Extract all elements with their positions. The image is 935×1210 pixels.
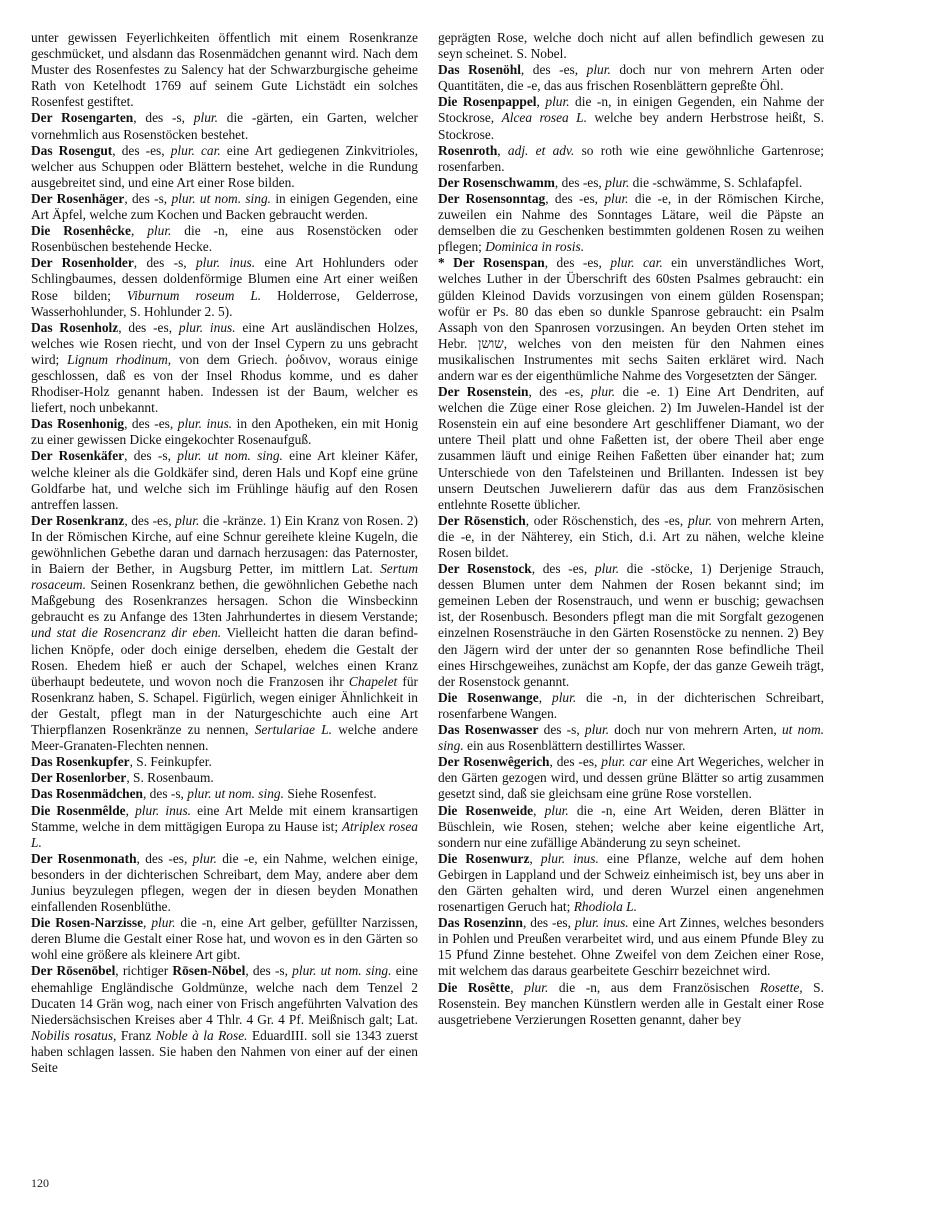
entry-text: EduardIII. soll sie 1343 zuerst haben schlagen lassen. Sie haben den Nahmen von einer auf der einen Seite — [31, 1027, 418, 1075]
italic-term: plur. car — [601, 754, 648, 770]
headword: Der Rosenschwamm — [438, 174, 555, 190]
dictionary-entry — [31, 754, 418, 770]
entry-text: , des -es, — [118, 319, 179, 335]
italic-term: Chapelet — [348, 673, 398, 689]
entry-text: , — [143, 915, 152, 931]
headword: Rosenroth — [438, 142, 498, 158]
entry-text: , — [510, 979, 525, 995]
headword: Der Rōsenōbel — [31, 963, 116, 979]
entry-text: Franz — [116, 1027, 156, 1043]
italic-term: plur. ut nom. sing. — [177, 448, 283, 464]
italic-term: Alcea rosea L. — [501, 110, 587, 126]
headword: * Der Rosenspan — [438, 255, 545, 271]
dictionary-entry — [31, 223, 418, 255]
dictionary-entry — [438, 915, 824, 979]
headword: Die Rosenweide — [438, 802, 534, 818]
dictionary-entry — [31, 786, 418, 802]
entry-text: eine Art Zinnes, welches besonders in Pohlen und Preußen verarbeitet wird, und aus einem Pfunde Bley zu 15 Pfund Zinne bestehet. Ohne Zweifel von dem Zeichen einer Rose, mit welchem das daraus gearbeitete Geschirr bezeichnet wird. — [438, 915, 825, 979]
entry-text: ein aus Rosenblättern destillirtes Wasser. — [463, 738, 686, 754]
italic-term: plur. inus. — [574, 915, 629, 931]
entry-text: , — [536, 94, 546, 110]
entry-text: , S. Rosenbaum. — [126, 770, 214, 786]
dictionary-entry — [31, 915, 418, 963]
dictionary-entry — [438, 255, 824, 384]
italic-term: Dominica in rosis. — [485, 239, 585, 255]
italic-term: Viburnum roseum L. — [126, 287, 262, 303]
italic-term: plur. inus. — [177, 416, 233, 432]
entry-text: ein unverständliches Wort, welches Luther in der Überschrift des 60sten Psalmes gebraucht: ein gülden Kleinod Davids vorzusingen von einem gülden Rosenspan; wofür er Ps. 80 das eben so dunkle Spanrose gebraucht: ein Psalm Assaph von den Spanrosen vorzusingen. An beyden Orten stehet im Hebr. שושן, welches von den meisten für den Nahmen eines musikalischen Instrumentes mit sechs Saiten erkläret wird. Nach andern war es der eigenthümliche Nahme des Vorgesetzten der Sänger. — [438, 255, 824, 383]
italic-term: plur. — [192, 850, 217, 866]
italic-term: plur. — [586, 62, 611, 78]
dictionary-entry — [31, 143, 418, 191]
headword: Das Rosenmädchen — [31, 786, 143, 802]
dictionary-entry — [438, 561, 824, 690]
headword: Das Rosengut — [31, 142, 113, 158]
headword: Der Rosenmonath — [31, 850, 137, 866]
entry-text: , des -es, — [544, 255, 611, 271]
entry-text: , des -s, — [133, 110, 194, 126]
entry-text: die -e, ein Nahme, welchen einige, besonders in der dichterischen Schreibart, dem May, andere aber dem Junius beyzulegen pflegen, wegen der in diesen beyden Monathen einfallenden Rosenblüthe. — [31, 850, 419, 915]
dictionary-entry — [31, 416, 418, 448]
italic-term: plur. — [524, 979, 549, 995]
entry-text: die -n, in einigen Gegenden, ein Nahme der Stockrose, — [438, 94, 825, 126]
headword: Der Rosenwêgerich — [438, 754, 550, 770]
dictionary-entry — [438, 62, 824, 94]
italic-term: Nobilis rosatus, — [31, 1027, 117, 1043]
entry-text: die -e. 1) Eine Art Dendriten, auf welchen die Züge einer Rose gleichen. 2) Im Juwelen-Handel ist der Rosenstein ein auf eine besondere Art geschliffener Diamant, wo der untere Theil platt und ohne Faßetten ist, der obere Theil aber enge zusammen läuft und einige Reihen Faßetten über einander hat; zum Unterschiede von den Tafelsteinen und Brillanten. Indessen ist bey unsern Deutschen Juwelierern dafür das aus dem Französischen entlehnte Rosette üblicher. — [438, 384, 824, 512]
entry-text: Siehe Rosenfest. — [283, 786, 377, 802]
italic-term: plur. inus. — [540, 850, 599, 866]
headword: Der Rōsenstich — [438, 512, 526, 528]
headword: Der Rosenstock — [438, 561, 532, 577]
entry-text: so roth wie eine gewöhnliche Gartenrose; rosenfarben. — [438, 142, 825, 174]
entry-text: , — [130, 223, 148, 239]
italic-term: plur. — [584, 722, 610, 738]
left-column — [31, 30, 418, 1076]
entry-text: , des -es, — [528, 384, 591, 400]
dictionary-entry — [31, 30, 418, 110]
headword: Das Rosenholz — [31, 319, 119, 335]
italic-term: plur. — [193, 110, 218, 126]
entry-text: welche bey andern Herbstrose heißt, S. Stockrose. — [438, 110, 824, 142]
entry-text: , richtiger — [115, 963, 173, 979]
entry-text: , des -es, — [554, 174, 606, 190]
entry-text: , — [125, 802, 136, 818]
italic-term: adj. et adv. — [507, 142, 575, 158]
italic-term: und stat die Rosencranz dir eben. — [31, 625, 222, 641]
entry-text: eine Pflanze, welche auf dem hohen Gebirgen in Lappland und der Schweiz einheimisch ist, bey uns aber in den Gärten gehalten wird, und deren Wurzel einen angenehmen rosenartigen Geruch hat; — [438, 850, 824, 915]
entry-text: die -e, in der Römischen Kirche, zuweilen ein Nahme des Sonntages Lätare, weil die Päpste an demselben die zu Geschenken bestimmten goldenen Rosen zu weihen pflegen; — [438, 190, 825, 255]
italic-term: Noble à la Rose. — [155, 1027, 248, 1043]
entry-text: , des -es, — [124, 512, 176, 528]
right-column — [438, 30, 824, 1028]
italic-term: ut nom. sing. — [438, 722, 824, 754]
headword: Das Rosenwasser — [438, 722, 539, 738]
entry-text: , des -s, — [124, 190, 172, 206]
dictionary-entry — [31, 803, 418, 851]
italic-term: plur. — [552, 689, 577, 705]
entry-text: doch nur von mehrern Arten oder Quantitäten, die -e, das aus frischen Rosenblättern gepreßte Öhl. — [438, 62, 824, 94]
page-number: 120 — [31, 1176, 49, 1190]
dictionary-entry — [31, 513, 418, 754]
headword: Die Rosêtte — [438, 979, 511, 995]
dictionary-entry — [31, 255, 418, 319]
entry-text: die -n, eine Art Weiden, deren Blätter in Büschlein, wie Rosen, stehen; welche aber keine eigentliche Art, sondern nur eine zufällige Abänderung zu seyn scheinet. — [438, 802, 824, 850]
italic-term: Atriplex rosea L. — [31, 818, 418, 850]
entry-text: , des -es, — [549, 754, 602, 770]
headword: Das Rosenhonig — [31, 416, 125, 432]
entry-text: die -n, eine Art gelber, gefüllter Narzissen, deren Blume die Gestalt einer Rose hat, und wovon es in den Gärten so wohl eine größere als kleinere Art gibt. — [31, 915, 419, 963]
headword: Der Rosengarten — [31, 110, 134, 126]
entry-text: , des -s, — [124, 448, 178, 464]
italic-term: plur. — [590, 384, 616, 400]
entry-text: Vielleicht hatten die daran befindlichen Knöpfe, oder doch einige derselben, ehedem die Gestalt der Rosen. Ehedem hieß er auch der Schapel, welches einen Kranz überhaupt bedeutete, und wovon noch die Franzosen ihr — [31, 625, 418, 689]
italic-term: plur. — [605, 174, 630, 190]
dictionary-entry — [438, 30, 824, 62]
entry-text: doch nur von mehrern Arten, — [609, 722, 782, 738]
headword: Die Rosenwange — [438, 689, 539, 705]
entry-text: die -n, eine aus Rosenstöcken oder Rosenbüschen bestehende Hecke. — [31, 223, 419, 255]
entry-text: die -stöcke, 1) Derjenige Strauch, dessen Blumen unter dem Nahmen der Rosen bekannt sind; im gemeinen Leben der Rosenstrauch, und wenn er buschig; gewachsen ist, der Rosenbusch. Besonders pflegt man die mit Sorgfalt gezogenen einzelnen Rosensträuche in den Gärten Rosenstöcke zu nennen. 2) Bey den Jägern wird der unter der so genannten Rose befindliche Theil eines Hirschgeweihes, zunächst am Kopfe, der das ganze Geweih trägt, der Rosenstock genannt. — [438, 561, 825, 689]
headword: Der Rosenstein — [438, 384, 529, 400]
entry-text: eine Art ausländischen Holzes, welches wie Rosen riecht, und von der Insel Cypern zu uns gebracht wird; — [31, 319, 419, 367]
headword: Die Rosenmêlde — [31, 802, 126, 818]
entry-text: in einigen Gegenden, eine Art Äpfel, welche zum Kochen und Backen gebraucht werden. — [31, 190, 418, 223]
dictionary-entry — [438, 980, 824, 1028]
entry-text: , S. Feinkupfer. — [129, 754, 212, 770]
dictionary-entry — [438, 143, 824, 175]
headword: Der Rosenholder — [31, 255, 134, 271]
entry-text: in den Apotheken, ein mit Honig zu einer gewissen Dicke eingekochter Rosenaufguß. — [31, 416, 419, 448]
dictionary-entry — [31, 851, 418, 915]
entry-text: , des -s, — [133, 255, 196, 271]
italic-term: plur. ut nom. sing. — [171, 190, 272, 206]
italic-term: plur. — [594, 561, 620, 577]
dictionary-entry — [31, 320, 418, 417]
headword: Rōsen-Nōbel — [172, 963, 246, 979]
entry-text: , — [529, 850, 541, 866]
headword: Die Rosen-Narzisse — [31, 915, 144, 931]
headword: Die Rosenpappel — [438, 94, 537, 110]
dictionary-entry — [438, 803, 824, 851]
entry-text: eine Art kleiner Käfer, welche kleiner als die Goldkäfer sind, deren Hals und Kopf eine grüne Goldfarbe hat, und welche sich im Frühlinge häufig auf den Rosen antreffen lassen. — [31, 448, 418, 512]
entry-text: , des -es, — [112, 142, 171, 158]
italic-term: Sertulariae L. — [254, 722, 332, 738]
dictionary-entry — [438, 513, 824, 561]
entry-text: eine ehemahlige Engländische Goldmünze, welche nach dem Tenzel 2 Ducaten 14 Grän wog, nach einer von Frisch angeführten Valvation des Niedersächsischen Kreises aber 4 Thlr. 4 Gr. 4 Pf. Meißnisch galt; Lat. — [31, 963, 418, 1027]
italic-term: plur. — [545, 94, 570, 110]
headword: Das Rosenzinn — [438, 915, 524, 931]
dictionary-entry — [438, 851, 824, 915]
italic-term: plur. car. — [610, 255, 663, 271]
italic-term: plur. inus. — [195, 255, 256, 271]
entry-text: die -schwämme, S. Schlafapfel. — [629, 174, 803, 190]
italic-term: plur. ut nom. sing. — [292, 963, 392, 979]
entry-text: , des -es, — [545, 190, 605, 206]
entry-text: die -gärten, ein Garten, welcher vornehmlich aus Rosenstöcken bestehet. — [31, 110, 418, 142]
entry-text: die -n, aus dem Französischen — [548, 979, 760, 995]
entry-text: welche andere Meer-Granaten-Flechten nennen. — [31, 722, 419, 754]
entry-text: die -n, in der dichterischen Schreibart, rosenfarbene Wangen. — [438, 689, 824, 721]
italic-term: Sertum rosaceum. — [31, 561, 418, 593]
entry-text: , des -es, — [124, 416, 178, 432]
dictionary-entry — [438, 384, 824, 513]
headword: Der Rosenlorber — [31, 770, 127, 786]
headword: Der Rosenkäfer — [31, 448, 125, 464]
entry-text: eine Art gediegenen Zinkvitrioles, welcher aus Schuppen oder Blättern bestehet, welche in die Rundung ausgebreitet sind, und eine Art einer Rose bilden. — [31, 142, 418, 190]
dictionary-entry — [31, 110, 418, 142]
entry-text: , des -s, — [142, 786, 188, 802]
entry-text: , des -es, — [136, 850, 193, 866]
entry-text: für Rosenkranz haben, S. Schapel. Figürlich, wegen einiger Ähnlichkeit in der Gestalt, pflegt man in der Naturgeschichte auch eine Art Thierpflanzen Rosenkränze zu nennen, — [31, 673, 418, 738]
italic-term: plur. inus. — [178, 319, 236, 335]
entry-text: , oder Röschenstich, des -es, — [525, 512, 688, 528]
entry-text: , des -es, — [520, 62, 587, 78]
entry-text: eine Art Hohlunders oder Schlingbaumes, dessen doldenförmige Blumen eine Art einer weißen Rose bilden; — [31, 255, 419, 303]
entry-text: unter gewissen Feyerlichkeiten öffentlich mit einem Rosenkranze geschmücket, und alsdann das Rosenmädchen genannt wird. Nach dem Muster des Rosenfestes zu Salency hat der Schwarzburgische geheime Rath von Ketelhodt 1769 auf seinem Gute Lichstädt ein solches Rosenfest gestiftet. — [31, 30, 418, 110]
entry-text: eine Art Wegeriches, welcher in den Gärten gezogen wird, und dessen grüne Blätter so artig zusammen gesetzt sind, daß sie gleichsam eine grüne Rose vorstellen. — [438, 754, 825, 802]
entry-text: , — [538, 689, 552, 705]
dictionary-entry — [438, 191, 824, 255]
italic-term: plur. — [544, 802, 569, 818]
dictionary-entry — [438, 754, 824, 802]
headword: Die Rosenhêcke — [31, 223, 131, 239]
italic-term: plur. car. — [170, 142, 221, 158]
dictionary-entry — [31, 191, 418, 223]
headword: Das Rosenkupfer — [31, 754, 130, 770]
entry-text: von mehrern Arten, die -e, in der Nähterey, ein Stich, d.i. Art zu nähen, welche kleine Rosen bildet. — [438, 512, 824, 560]
dictionary-entry — [438, 175, 824, 191]
italic-term: Rosette, — [759, 979, 803, 995]
entry-text: Seinen Rosenkranz bethen, die gewöhnlichen Gebethe nach Maßgebung des Rosenkranzes hersagen. Schon die Winsbeckinn gebraucht es zu Anfange des 13ten Jahrhundertes in diesem Verstande; — [31, 577, 418, 625]
italic-term: plur. — [687, 512, 713, 528]
entry-text: , des -s, — [245, 963, 293, 979]
dictionary-entry — [438, 722, 824, 754]
italic-term: Lignum rhodinum, — [67, 351, 172, 367]
entry-text: , des -es, — [523, 915, 575, 931]
italic-term: plur. — [147, 223, 172, 239]
headword: Die Rosenwurz — [438, 850, 530, 866]
italic-term: plur. — [604, 190, 629, 206]
entry-text: von dem Griech. ῥοδινον, woraus einige geschlossen, daß es von der Insel Rhodus komme, und es daher Rhodiser-Holz genannt haben. Indessen ist der Baum, welcher es liefert, noch unbekannt. — [31, 351, 418, 416]
dictionary-entry — [438, 690, 824, 722]
headword: Der Rosensonntag — [438, 190, 546, 206]
entry-text: S. Rosenstein. Bey manchen Künstlern werden alle in Gestalt einer Rose ausgetriebene Verzierungen Rosetten genannt, daher bey — [438, 979, 824, 1027]
entry-text: des -s, — [538, 722, 585, 738]
italic-term: plur. inus. — [135, 802, 192, 818]
entry-text: geprägten Rose, welche doch nicht auf allen befindlich gewesen zu seyn scheinet. S. Nobel. — [438, 30, 824, 62]
italic-term: plur. ut nom. sing. — [187, 786, 284, 802]
dictionary-entry — [31, 963, 418, 1076]
dictionary-entry — [438, 94, 824, 142]
italic-term: plur. — [175, 512, 200, 528]
entry-text: , — [497, 142, 508, 158]
headword: Der Rosenkranz — [31, 512, 125, 528]
headword: Das Rosenöhl — [438, 62, 521, 78]
headword: Der Rosenhäger — [31, 190, 125, 206]
italic-term: Rhodiola L. — [573, 899, 637, 915]
entry-text: , — [533, 802, 545, 818]
entry-text: eine Art Melde mit einem kransartigen Stamme, welche in dem mittägigen Europa zu Hause ist; — [31, 802, 419, 834]
italic-term: plur. — [151, 915, 176, 931]
entry-text: , des -es, — [531, 561, 595, 577]
entry-text: Holderrose, Gelderrose, Wasserhohlunder, S. Hohlunder 2. 5). — [31, 287, 418, 319]
entry-text: die -kränze. 1) Ein Kranz von Rosen. 2) In der Römischen Kirche, auf eine Schnur gereihete kleine Kugeln, die gewöhnlichen Gebethe daran und darnach herzusagen: das Paternoster, in Baiern der Bether, in Augsburg Petter, im mittlern Lat. — [31, 512, 419, 577]
dictionary-entry — [31, 770, 418, 786]
dictionary-entry — [31, 448, 418, 512]
